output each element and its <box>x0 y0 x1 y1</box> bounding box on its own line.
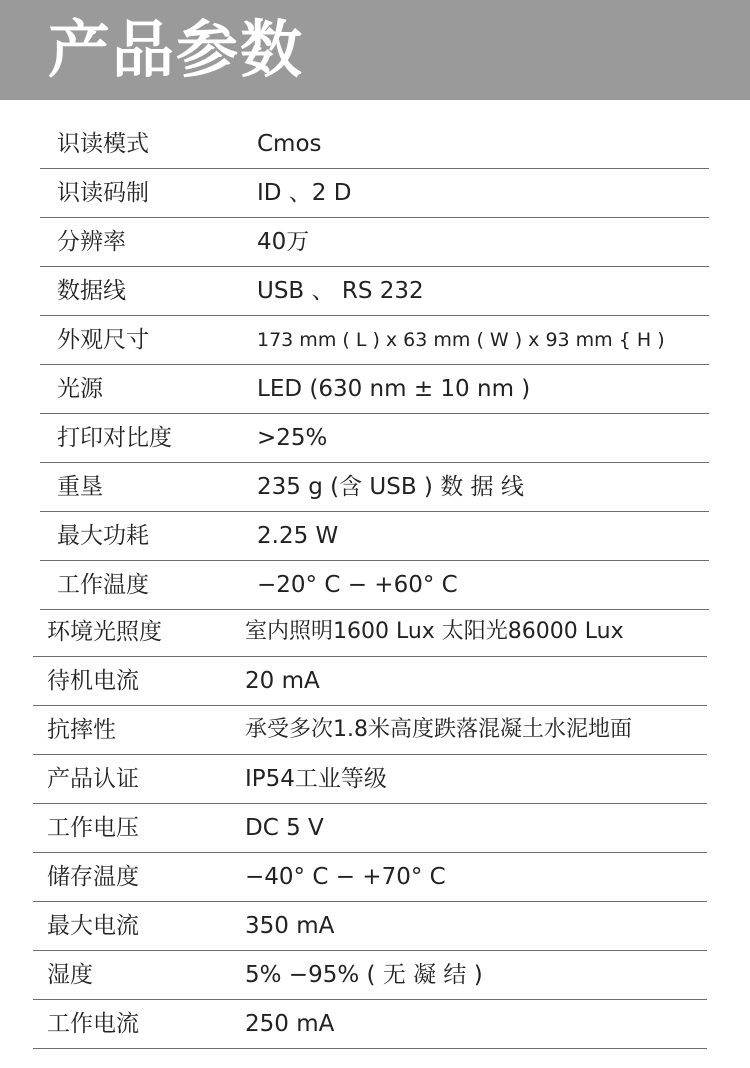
spec-row <box>40 120 709 169</box>
spec-row <box>33 853 707 902</box>
spec-value: 350 mA <box>245 913 335 939</box>
spec-label: 识读码制 <box>57 180 149 206</box>
spec-row <box>40 463 709 512</box>
spec-row <box>40 218 709 267</box>
spec-label: 环境光照度 <box>47 619 162 645</box>
spec-row <box>33 1000 707 1049</box>
page-header <box>0 0 750 100</box>
spec-label: 工作电流 <box>47 1011 139 1037</box>
spec-row <box>40 365 709 414</box>
spec-value: ID 、2 D <box>257 180 352 206</box>
spec-row <box>40 512 709 561</box>
spec-label: 储存温度 <box>47 864 139 890</box>
spec-label: 工作电压 <box>47 815 139 841</box>
spec-row <box>33 608 707 657</box>
spec-value: 室内照明1600 Lux 太阳光86000 Lux <box>245 619 624 644</box>
spec-row <box>40 267 709 316</box>
spec-label: 待机电流 <box>47 668 139 694</box>
spec-row <box>33 902 707 951</box>
spec-label: 最大功耗 <box>57 523 149 549</box>
spec-value: USB 、 RS 232 <box>257 278 424 304</box>
spec-row <box>33 657 707 706</box>
spec-label: 产品认证 <box>47 766 139 792</box>
spec-label: 分辨率 <box>57 229 126 255</box>
spec-label: 光源 <box>57 376 103 402</box>
spec-label: 打印对比度 <box>57 425 172 451</box>
spec-label: 重垦 <box>57 474 103 500</box>
spec-value: −40° C − +70° C <box>245 864 446 890</box>
spec-value: 5% −95% ( 无 凝 结 ) <box>245 962 483 988</box>
spec-value: 20 mA <box>245 668 320 694</box>
spec-value: −20° C − +60° C <box>257 572 458 598</box>
spec-label: 数据线 <box>57 278 126 304</box>
spec-row <box>40 316 709 365</box>
page-title: 产品参数 <box>48 13 305 86</box>
spec-label: 最大电流 <box>47 913 139 939</box>
spec-row <box>40 561 709 610</box>
spec-value: IP54工业等级 <box>245 766 387 792</box>
spec-value: 235 g (含 USB ) 数 据 线 <box>257 474 524 500</box>
spec-label: 外观尺寸 <box>57 327 149 353</box>
spec-value: 2.25 W <box>257 523 339 549</box>
spec-row <box>33 951 707 1000</box>
spec-value: 173 mm ( L ) x 63 mm ( W ) x 93 mm { H ) <box>257 329 665 351</box>
spec-label: 抗摔性 <box>47 717 116 743</box>
spec-label: 识读模式 <box>57 131 149 157</box>
spec-value: 承受多次1.8米高度跌落混凝土水泥地面 <box>245 717 632 742</box>
spec-value: >25% <box>257 425 328 451</box>
spec-row <box>40 414 709 463</box>
spec-value: 40万 <box>257 229 310 255</box>
spec-value: Cmos <box>257 131 322 157</box>
spec-value: 250 mA <box>245 1011 335 1037</box>
spec-label: 湿度 <box>47 962 93 988</box>
spec-label: 工作温度 <box>57 572 149 598</box>
spec-value: DC 5 V <box>245 815 324 841</box>
spec-row <box>33 706 707 755</box>
spec-row <box>33 755 707 804</box>
spec-value: LED (630 nm ± 10 nm ) <box>257 376 531 402</box>
spec-row <box>33 804 707 853</box>
spec-row <box>40 169 709 218</box>
